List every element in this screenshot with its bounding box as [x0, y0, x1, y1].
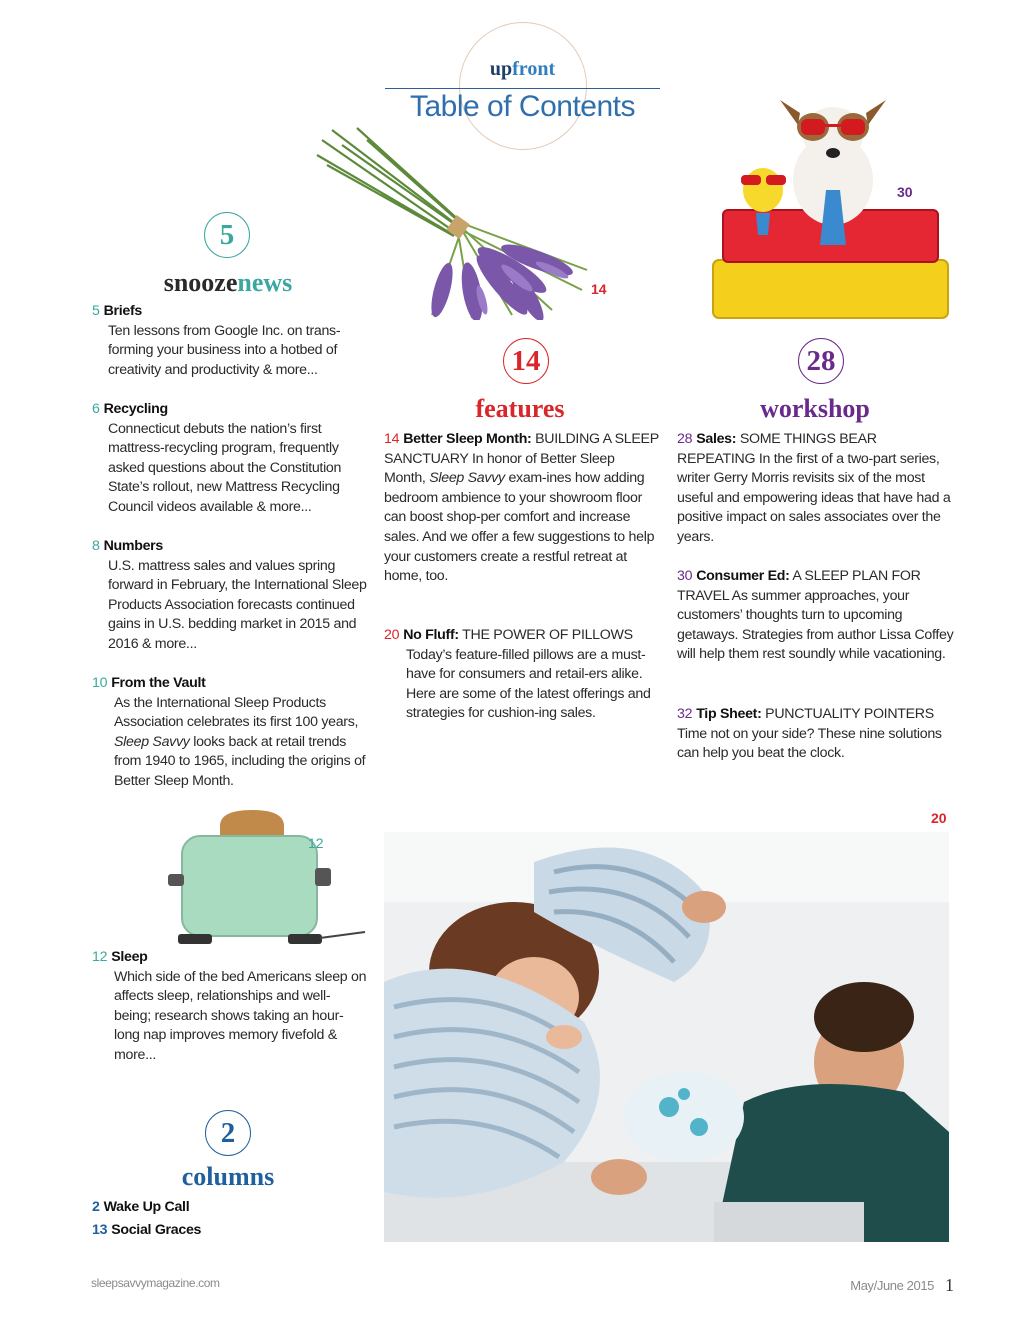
footer-website: sleepsavvymagazine.com	[91, 1276, 220, 1290]
snoozenews-entry-from-the-vault[interactable]: 10 From the Vault As the International Sleep Products Association celebrates its first 100 years, Sleep Savvy looks back at retail trends from 1940 to 1965, including the origins of Better Sleep Month.	[92, 675, 366, 789]
columns-entry-social-graces[interactable]: 13 Social Graces	[92, 1222, 202, 1238]
snoozenews-number-badge: 5	[204, 212, 250, 258]
features-entry-better-sleep-month[interactable]: 14 Better Sleep Month: BUILDING A SLEEP SANCTUARY In honor of Better Sleep Month, Sleep Savvy exam-ines how adding bedroom ambience to your showroom floor can boost shop-per comfort and increase sales. And we offer a few suggestions to help your customers create a restful retreat at home, too.	[384, 431, 659, 585]
footer-issue-date: May/June 2015	[850, 1278, 934, 1293]
snoozenews-entry-numbers[interactable]: 8 Numbers U.S. mattress sales and values spring forward in February, the International Sleep Products Association forecasts continued gains in U.S. bedding market in 2015 and 2016 & more...	[92, 538, 367, 652]
pillow-fight-photo	[384, 832, 949, 1242]
workshop-entry-sales[interactable]: 28 Sales: SOME THINGS BEAR REPEATING In the first of a two-part series, writer Gerry Morris revisits six of the most useful and empowering ideas that have had a positive impact on sales associates over the years.	[677, 431, 951, 545]
snoozenews-section-title: snoozenews	[163, 268, 293, 297]
upfront-kicker: upfront	[489, 58, 556, 80]
columns-section-title: columns	[181, 1162, 275, 1191]
workshop-entry-tip-sheet[interactable]: 32 Tip Sheet: PUNCTUALITY POINTERS Time not on your side? These nine solutions can help you beat the clock.	[677, 706, 942, 762]
lavender-page-tag: 14	[591, 281, 607, 297]
workshop-number-badge: 28	[798, 338, 844, 384]
workshop-section-title: workshop	[760, 394, 870, 423]
page-title: Table of Contents	[410, 90, 635, 123]
dog-suitcase-image	[708, 95, 953, 325]
columns-number-badge: 2	[205, 1110, 251, 1156]
footer-page-number: 1	[945, 1275, 954, 1295]
snoozenews-entry-recycling[interactable]: 6 Recycling Connecticut debuts the nation’s first mattress-recycling program, frequently asked questions about the Constitution State’s rollout, new Mattress Recycling Council videos available & more...	[92, 401, 342, 515]
features-number-badge: 14	[503, 338, 549, 384]
snoozenews-entry-sleep[interactable]: 12 Sleep Which side of the bed Americans sleep on affects sleep, relationships and well-being; research shows taking an hour-long nap improves memory fivefold & more...	[92, 949, 367, 1063]
lavender-image	[312, 120, 602, 320]
couple-page-tag: 20	[931, 810, 947, 826]
dog-page-tag: 30	[897, 184, 913, 200]
header-rule	[385, 88, 660, 89]
workshop-entry-consumer-ed[interactable]: 30 Consumer Ed: A SLEEP PLAN FOR TRAVEL As summer approaches, your customers’ thoughts turn to upcoming getaways. Strategies from author Lissa Coffey will help them rest soundly while vacationing.	[677, 568, 954, 663]
features-entry-no-fluff[interactable]: 20 No Fluff: THE POWER OF PILLOWS Today’s feature-filled pillows are a must-have for consumers and retail-ers alike. Here are some of the latest offerings and strategies for cushion-ing sales.	[384, 627, 651, 722]
features-section-title: features	[475, 394, 565, 423]
toaster-page-tag: 12	[308, 835, 324, 851]
toaster-image	[160, 806, 370, 951]
columns-entry-wake-up-call[interactable]: 2 Wake Up Call	[92, 1199, 190, 1215]
snoozenews-entry-briefs[interactable]: 5 Briefs Ten lessons from Google Inc. on trans-forming your business into a hotbed of creativity and productivity & more...	[92, 303, 341, 378]
